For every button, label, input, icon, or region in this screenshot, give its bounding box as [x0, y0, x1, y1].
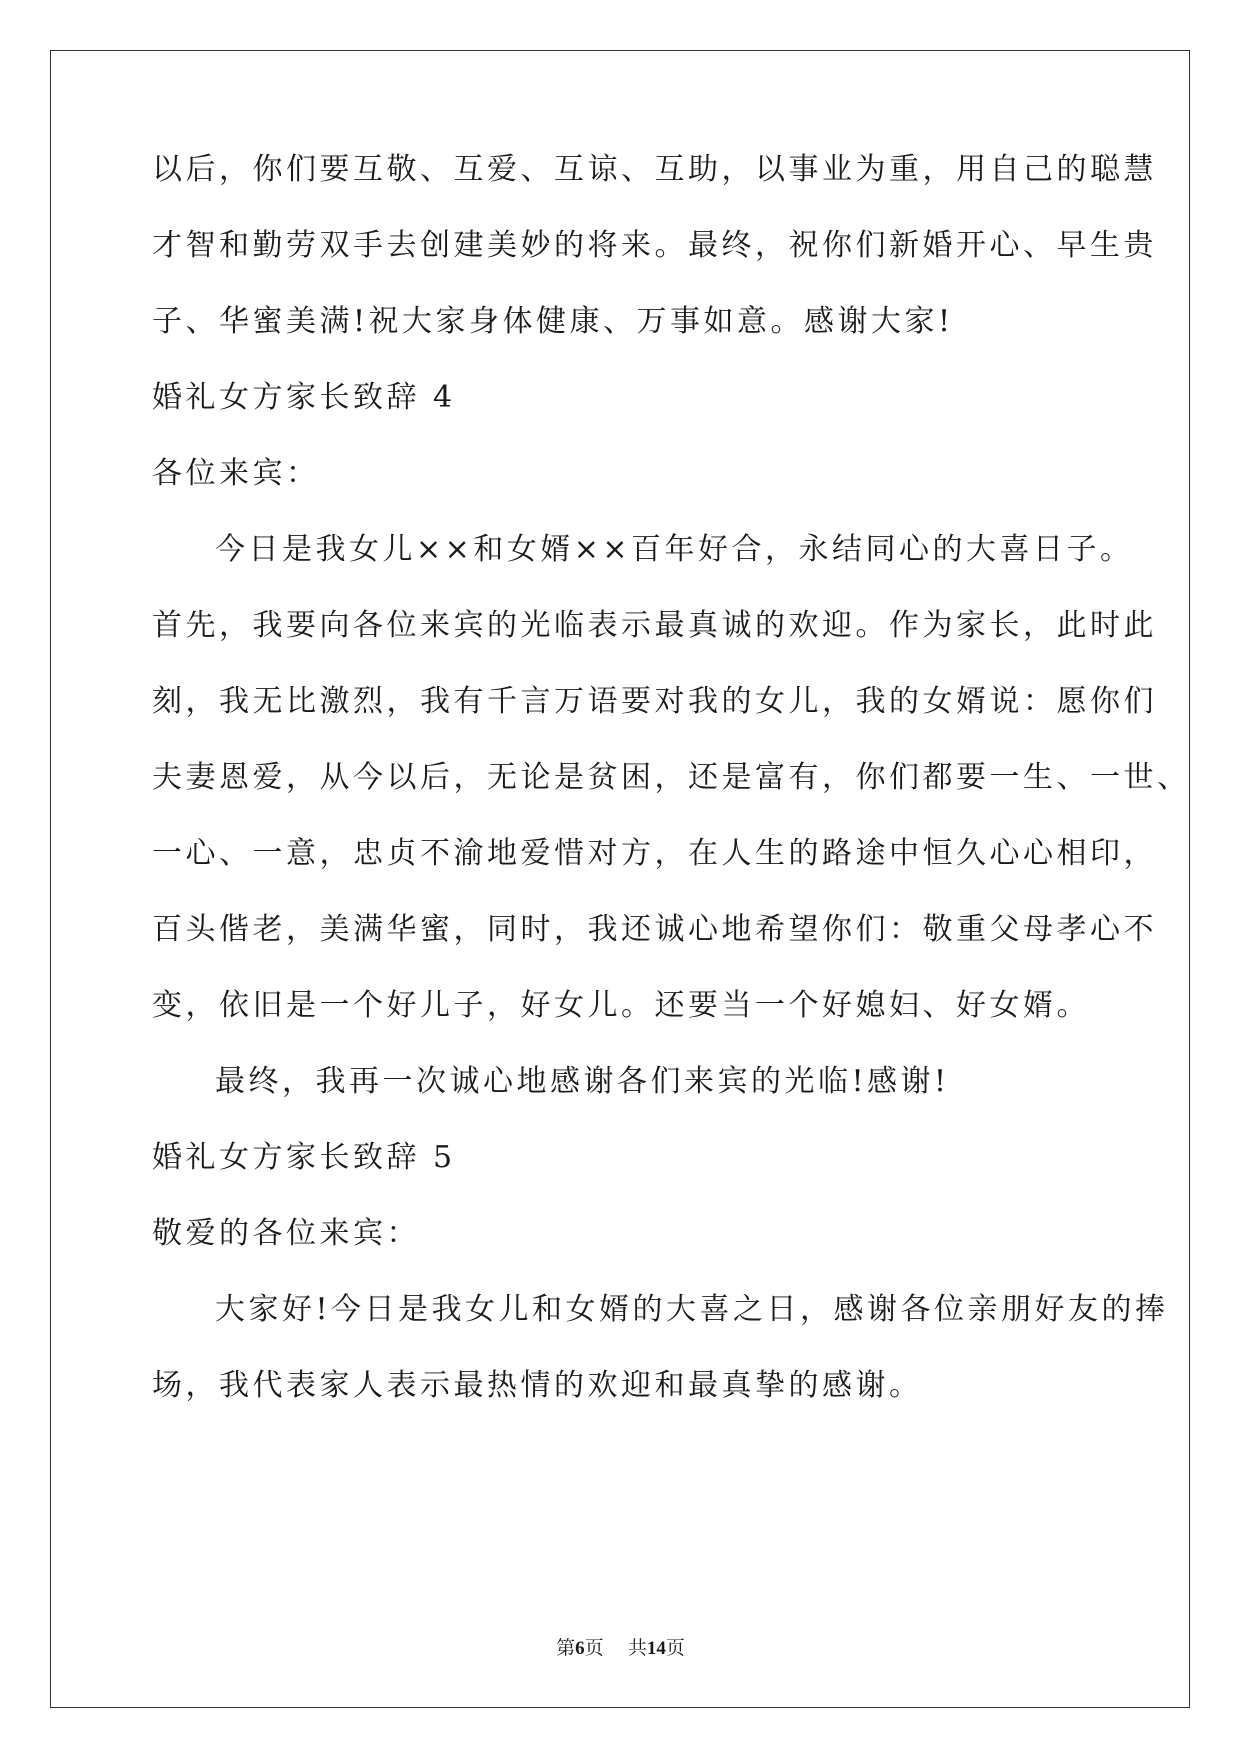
salutation: 敬爱的各位来宾：	[152, 1216, 420, 1251]
body-line: 场，我代表家人表示最热情的欢迎和最真挚的感谢。	[152, 1368, 923, 1403]
body-line: 以后，你们要互敬、互爱、互谅、互助，以事业为重，用自己的聪慧	[152, 152, 1157, 187]
footer-total-prefix: 共	[627, 1637, 647, 1659]
footer-total-pages: 14	[646, 1638, 666, 1659]
footer-prefix: 第	[556, 1637, 576, 1659]
section-heading: 婚礼女方家长致辞 4	[152, 380, 456, 415]
page-border	[50, 50, 1190, 1708]
salutation: 各位来宾：	[152, 456, 320, 491]
body-line: 一心、一意，忠贞不渝地爱惜对方，在人生的路途中恒久心心相印，	[152, 836, 1157, 871]
body-line: 大家好!今日是我女儿和女婿的大喜之日，感谢各位亲朋好友的捧	[215, 1292, 1169, 1327]
page-footer	[0, 1636, 1241, 1661]
body-line: 子、华蜜美满!祝大家身体健康、万事如意。感谢大家!	[152, 304, 954, 339]
body-line: 变，依旧是一个好儿子，好女儿。还要当一个好媳妇、好女婿。	[152, 988, 1090, 1023]
body-line: 今日是我女儿××和女婿××百年好合，永结同心的大喜日子。	[215, 532, 1134, 567]
footer-page-suffix: 页	[584, 1637, 604, 1659]
body-line: 最终，我再一次诚心地感谢各们来宾的光临!感谢!	[215, 1064, 950, 1099]
body-line: 刻，我无比激烈，我有千言万语要对我的女儿，我的女婿说：愿你们	[152, 684, 1157, 719]
body-line: 百头偕老，美满华蜜，同时，我还诚心地希望你们：敬重父母孝心不	[152, 912, 1157, 947]
body-line: 夫妻恩爱，从今以后，无论是贫困，还是富有，你们都要一生、一世、	[152, 760, 1191, 795]
footer-total-suffix: 页	[665, 1637, 685, 1659]
section-heading: 婚礼女方家长致辞 5	[152, 1140, 456, 1175]
body-line: 才智和勤劳双手去创建美妙的将来。最终，祝你们新婚开心、早生贵	[152, 228, 1157, 263]
body-line: 首先，我要向各位来宾的光临表示最真诚的欢迎。作为家长，此时此	[152, 608, 1157, 643]
footer-page-number: 6	[575, 1638, 585, 1659]
